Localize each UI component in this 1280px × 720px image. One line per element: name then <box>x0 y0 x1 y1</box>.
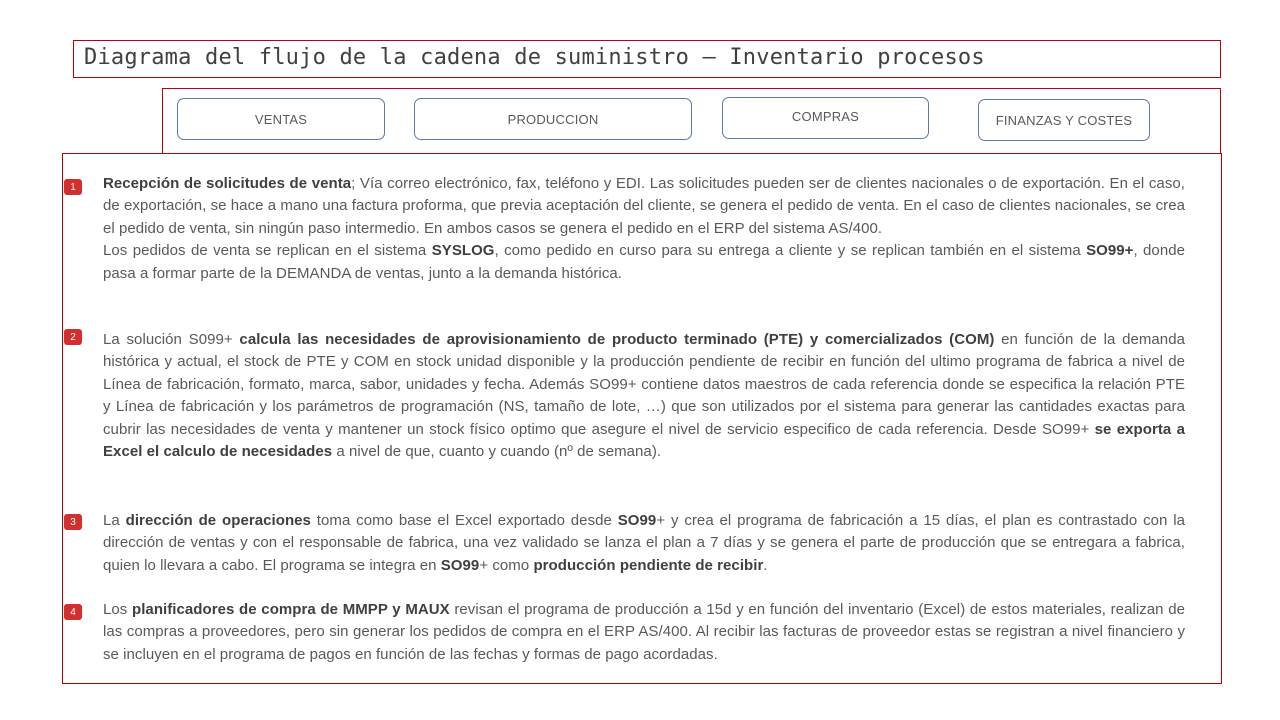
title-box <box>73 40 1221 78</box>
step-3-text: + y crea el programa de fabricación a 15 días, el plan es contrastado con la dirección de ventas y con el responsable de fabrica, una vez validado se lanza el plan a 7 días y se genera el parte de producción que se entregara a fabrica, quien lo llevara a cabo. El programa se integra en <box>103 512 1186 574</box>
step-2-text: La solución S099+ <box>103 331 240 348</box>
step-1-text: ; Vía correo electrónico, fax, teléfono y EDI. Las solicitudes pueden ser de clientes nacionales o de exportación. En el caso, de exportación, se hace a mano una factura proforma, que previa aceptación del cliente, se genera el pedido de venta. En el caso de clientes nacionales, se crea el pedido de venta, sin ningún paso intermedio. En ambos casos se genera el pedido en el ERP del sistema AS/400. <box>103 175 1185 237</box>
step-2-text: en función de la demanda histórica y actual, el stock de PTE y COM en stock unidad disponible y la producción pendiente de recibir en función del ultimo programa de fabrica a nivel de Línea de fabricación, formato, marca, sabor, unidades y fecha. Además SO99+ contiene datos maestros de cada referencia donde se especifica la relación PTE y Línea de fabricación y los parámetros de programación (NS, tamaño de lote, …) que son utilizados por el sistema para generar las cantidades exactas para cubrir las necesidades de venta y mantener un stock físico optimo que asegure el nivel de servicio especifico de cada referencia. Desde SO99+ <box>103 331 1185 438</box>
step-2-heading: calcula las necesidades de aprovisionamiento de producto terminado (PTE) y comercializados (COM) <box>239 331 995 348</box>
step-3-text: toma como base el Excel exportado desde <box>310 512 618 529</box>
step-badge-4: 4 <box>64 604 82 620</box>
syslog-term: SYSLOG <box>431 242 495 260</box>
tab-produccion[interactable]: PRODUCCION <box>414 98 692 140</box>
step-4-heading: planificadores de compra de MMPP y MAUX <box>132 601 450 618</box>
step-2-paragraph <box>103 329 1185 463</box>
so99-term: SO99 <box>440 556 480 574</box>
step-3-text: La <box>103 512 126 529</box>
step-1-text: , donde pasa a formar parte de la DEMANDA de ventas, junto a la demanda histórica. <box>103 242 1185 282</box>
step-2-text: a nivel de que, cuanto y cuando (nº de semana). <box>332 443 662 461</box>
step-1-heading: Recepción de solicitudes de venta <box>103 175 352 192</box>
step-1-paragraph <box>103 173 1185 285</box>
step-3-paragraph <box>103 510 1185 577</box>
step-badge-3: 3 <box>64 514 82 530</box>
step-3-text: . <box>763 556 768 574</box>
tab-ventas[interactable]: VENTAS <box>177 98 385 140</box>
so99-term: SO99+ <box>1086 242 1134 260</box>
step-1-text: , como pedido en curso para su entrega a cliente y se replican también en el sistema <box>494 242 1087 260</box>
step-4-text: Los <box>103 601 132 618</box>
step-1-text: Los pedidos de venta se replican en el sistema <box>103 242 432 260</box>
step-4-text: revisan el programa de producción a 15d y en función del inventario (Excel) de estos materiales, realizan de las compras a proveedores, pero sin generar los pedidos de compra en el ERP AS/400. Al recibir las facturas de proveedor estas se registran a nivel financiero y se incluyen en el programa de pagos en función de las fechas y formas de pago acordadas. <box>103 601 1185 663</box>
tab-compras[interactable]: COMPRAS <box>722 97 929 139</box>
page-title: Diagrama del flujo de la cadena de suministro – Inventario procesos <box>84 45 985 70</box>
step-4-paragraph <box>103 599 1185 666</box>
step-3-text: + como <box>479 556 534 574</box>
step-badge-1: 1 <box>64 179 82 195</box>
excel-export-term: se exporta a Excel el calculo de necesidades <box>103 420 1185 461</box>
step-3-heading: dirección de operaciones <box>125 512 311 529</box>
tab-finanzas-y-costes[interactable]: FINANZAS Y COSTES <box>978 99 1150 141</box>
pending-production-term: producción pendiente de recibir <box>533 556 764 574</box>
step-badge-2: 2 <box>64 329 82 345</box>
so99-term: SO99 <box>617 512 657 529</box>
